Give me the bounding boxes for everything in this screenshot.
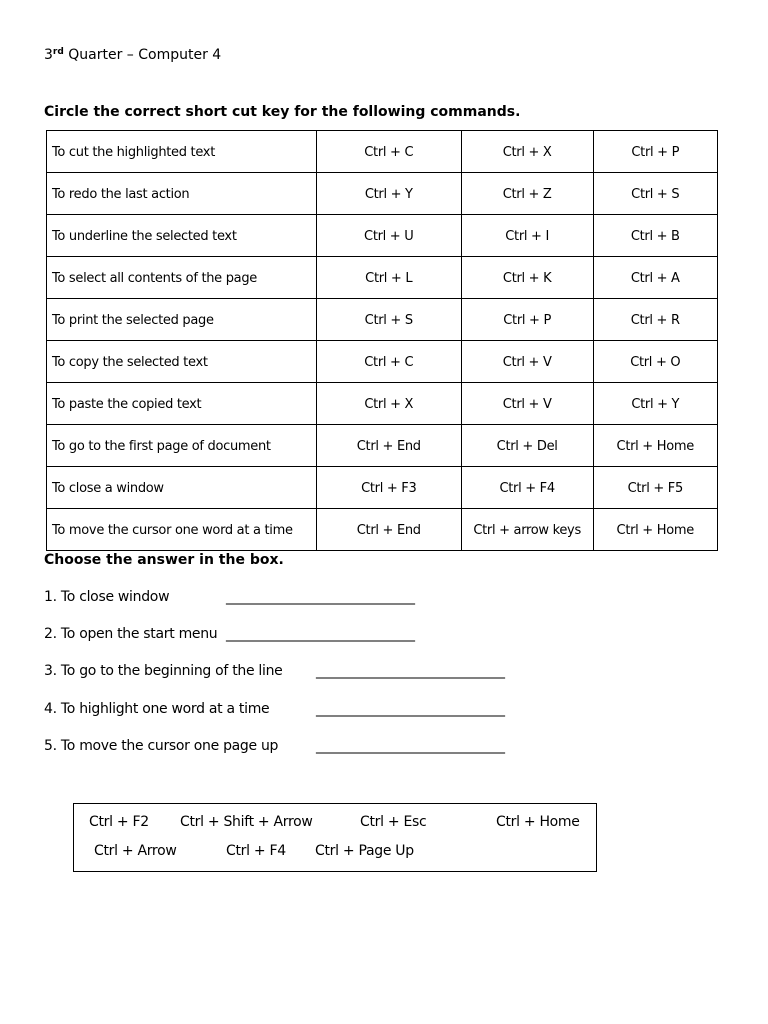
command-cell: To move the cursor one word at a time <box>47 509 317 551</box>
option-cell[interactable]: Ctrl + C <box>316 131 461 173</box>
answer-blank-1[interactable]: ___________________________ <box>226 589 415 605</box>
option-cell[interactable]: Ctrl + F5 <box>593 467 718 509</box>
table-row <box>47 425 718 467</box>
table-row <box>47 257 718 299</box>
option-cell[interactable]: Ctrl + Y <box>593 383 718 425</box>
choice-item: Ctrl + F2 <box>89 814 149 830</box>
choice-item: Ctrl + Esc <box>360 814 427 830</box>
table-row <box>47 509 718 551</box>
option-cell[interactable]: Ctrl + X <box>316 383 461 425</box>
option-cell[interactable]: Ctrl + P <box>461 299 593 341</box>
command-cell: To cut the highlighted text <box>47 131 317 173</box>
command-cell: To copy the selected text <box>47 341 317 383</box>
option-cell[interactable]: Ctrl + I <box>461 215 593 257</box>
title-rest: Quarter – Computer 4 <box>63 47 222 63</box>
option-cell[interactable]: Ctrl + Home <box>593 425 718 467</box>
option-cell[interactable]: Ctrl + End <box>316 425 461 467</box>
answer-blank-3[interactable]: ___________________________ <box>316 663 505 679</box>
option-cell[interactable]: Ctrl + P <box>593 131 718 173</box>
option-cell[interactable]: Ctrl + V <box>461 341 593 383</box>
option-cell[interactable]: Ctrl + F4 <box>461 467 593 509</box>
option-cell[interactable]: Ctrl + C <box>316 341 461 383</box>
command-cell: To underline the selected text <box>47 215 317 257</box>
option-cell[interactable]: Ctrl + U <box>316 215 461 257</box>
question-2: 2. To open the start menu <box>44 626 218 642</box>
part1-instruction: Circle the correct short cut key for the following commands. <box>44 104 521 120</box>
option-cell[interactable]: Ctrl + V <box>461 383 593 425</box>
answer-blank-5[interactable]: ___________________________ <box>316 738 505 754</box>
quarter-suffix: rd <box>52 47 64 57</box>
question-3: 3. To go to the beginning of the line <box>44 663 283 679</box>
quarter-number: 3 <box>44 47 53 63</box>
table-row <box>47 215 718 257</box>
option-cell[interactable]: Ctrl + Y <box>316 173 461 215</box>
option-cell[interactable]: Ctrl + L <box>316 257 461 299</box>
option-cell[interactable]: Ctrl + Del <box>461 425 593 467</box>
table-row <box>47 341 718 383</box>
option-cell[interactable]: Ctrl + End <box>316 509 461 551</box>
command-cell: To paste the copied text <box>47 383 317 425</box>
command-cell: To select all contents of the page <box>47 257 317 299</box>
option-cell[interactable]: Ctrl + S <box>593 173 718 215</box>
answer-blank-2[interactable]: ___________________________ <box>226 626 415 642</box>
choice-item: Ctrl + Arrow <box>94 843 177 859</box>
option-cell[interactable]: Ctrl + Home <box>593 509 718 551</box>
command-cell: To print the selected page <box>47 299 317 341</box>
shortcut-table <box>46 130 718 551</box>
question-5: 5. To move the cursor one page up <box>44 738 279 754</box>
option-cell[interactable]: Ctrl + arrow keys <box>461 509 593 551</box>
option-cell[interactable]: Ctrl + R <box>593 299 718 341</box>
option-cell[interactable]: Ctrl + F3 <box>316 467 461 509</box>
option-cell[interactable]: Ctrl + S <box>316 299 461 341</box>
question-1: 1. To close window <box>44 589 170 605</box>
answer-choices-box <box>73 803 597 872</box>
command-cell: To redo the last action <box>47 173 317 215</box>
table-row <box>47 467 718 509</box>
table-row <box>47 173 718 215</box>
part2-instruction: Choose the answer in the box. <box>44 552 284 568</box>
question-4: 4. To highlight one word at a time <box>44 701 270 717</box>
command-cell: To close a window <box>47 467 317 509</box>
choice-item: Ctrl + Page Up <box>315 843 414 859</box>
option-cell[interactable]: Ctrl + B <box>593 215 718 257</box>
answer-blank-4[interactable]: ___________________________ <box>316 701 505 717</box>
command-cell: To go to the first page of document <box>47 425 317 467</box>
choice-item: Ctrl + Shift + Arrow <box>180 814 313 830</box>
table-row <box>47 131 718 173</box>
choice-item: Ctrl + Home <box>496 814 580 830</box>
page-title <box>44 47 221 63</box>
option-cell[interactable]: Ctrl + O <box>593 341 718 383</box>
option-cell[interactable]: Ctrl + A <box>593 257 718 299</box>
table-row <box>47 299 718 341</box>
table-row <box>47 383 718 425</box>
option-cell[interactable]: Ctrl + X <box>461 131 593 173</box>
option-cell[interactable]: Ctrl + Z <box>461 173 593 215</box>
choice-item: Ctrl + F4 <box>226 843 286 859</box>
option-cell[interactable]: Ctrl + K <box>461 257 593 299</box>
